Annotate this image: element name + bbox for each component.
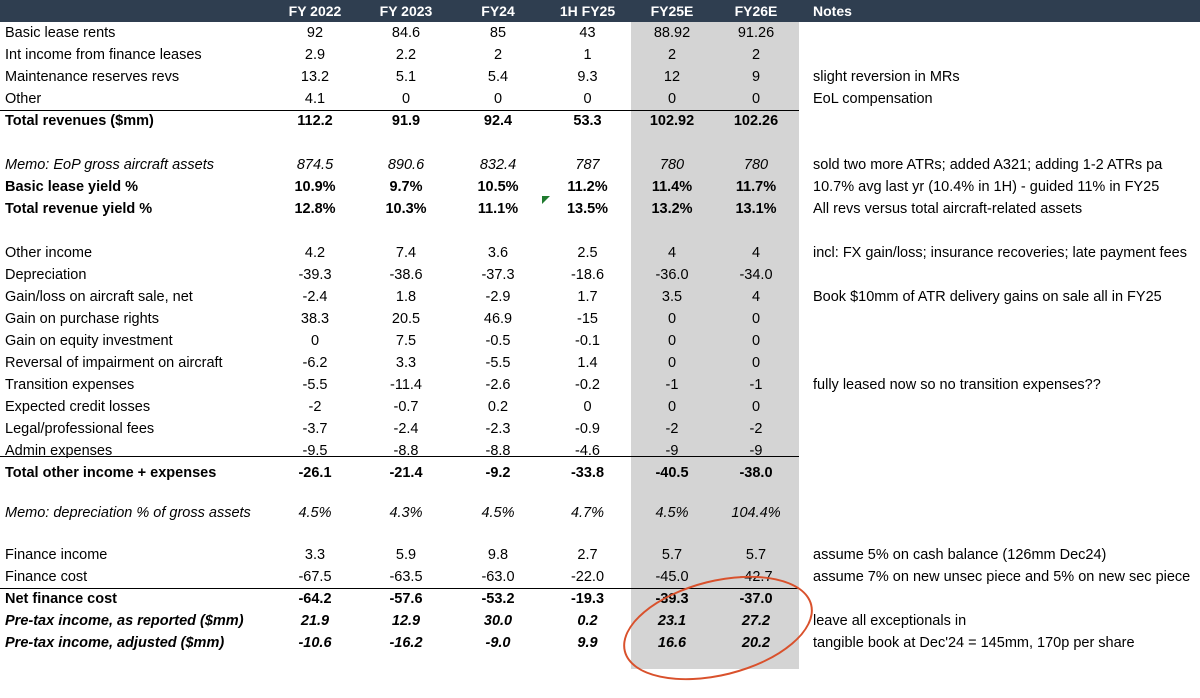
cell-fy25e[interactable]: 3.5 [661,289,683,305]
cell-fy2023[interactable]: 12.9 [391,613,421,629]
row-note[interactable]: 10.7% avg last yr (10.4% in 1H) - guided 11% in FY25 [813,179,1160,195]
cell-1h-fy25[interactable]: -18.6 [570,267,605,283]
header-notes[interactable]: Notes [813,3,852,19]
cell-fy2022[interactable]: -2 [308,399,322,415]
table-row [0,462,1200,484]
cell-fy24[interactable]: 2 [493,47,503,63]
table-row [0,22,1200,44]
cell-fy25e[interactable]: -1 [665,377,679,393]
cell-fy25e[interactable]: 88.92 [653,25,691,41]
table-row [0,610,1200,632]
cell-fy2023[interactable]: 0 [401,91,411,107]
row-note[interactable] [813,44,1198,66]
table-row [0,308,1200,330]
cell-fy25e[interactable]: 0 [667,333,677,349]
cell-fy26e[interactable]: 20.2 [741,635,771,651]
row-note[interactable]: fully leased now so no transition expenses?? [813,377,1101,393]
row-note[interactable] [813,110,1198,132]
cell-fy2022[interactable]: 4.5% [298,505,332,521]
row-note[interactable] [813,352,1198,374]
cell-fy26e[interactable]: 27.2 [741,613,771,629]
row-note[interactable]: sold two more ATRs; added A321; adding 1-2 ATRs pa [813,157,1163,173]
cell-fy2023[interactable]: 2.2 [395,47,417,63]
header-fy2023[interactable]: FY 2023 [379,3,433,19]
cell-fy24[interactable]: 3.6 [487,245,509,261]
cell-1h-fy25[interactable]: 13.5% [566,201,609,217]
cell-1h-fy25[interactable]: 2.5 [577,245,598,261]
cell-fy25e[interactable]: 102.92 [649,113,695,129]
table-row [0,66,1200,88]
cell-fy25e[interactable]: -2 [665,421,679,437]
cell-fy24[interactable]: 4.5% [481,505,515,521]
cell-fy2022[interactable]: 3.3 [304,547,326,563]
cell-1h-fy25[interactable]: -4.6 [575,443,600,459]
cell-fy2022[interactable]: 4.1 [304,91,326,107]
cell-fy2023[interactable]: -38.6 [389,267,423,283]
cell-1h-fy25[interactable]: 11.2% [567,179,608,195]
cell-fy25e[interactable]: -40.5 [655,465,689,481]
row-label[interactable]: Depreciation [5,267,87,283]
cell-fy25e[interactable]: 780 [659,157,685,173]
cell-fy26e[interactable]: 13.1% [735,201,777,217]
cell-fy2023[interactable]: 7.4 [395,245,417,261]
cell-fy2022[interactable]: 12.8% [294,201,336,217]
cell-fy25e[interactable]: 13.2% [651,201,693,217]
table-row [0,588,1200,610]
row-note[interactable] [813,462,1198,484]
cell-fy2023[interactable]: -57.6 [389,591,423,607]
cell-fy2023[interactable]: 5.1 [395,69,417,85]
cell-fy25e[interactable]: 4.5% [655,505,689,521]
row-label[interactable]: Int income from finance leases [5,47,202,63]
cell-fy2022[interactable]: -5.5 [302,377,328,393]
cell-fy24[interactable]: 46.9 [483,311,513,327]
cell-fy25e[interactable]: 23.1 [657,613,687,629]
cell-fy26e[interactable]: 0 [751,355,761,371]
cell-fy26e[interactable]: 9 [751,69,761,85]
cell-fy25e[interactable]: -36.0 [655,267,689,283]
cell-fy25e[interactable]: 5.7 [661,547,683,563]
cell-fy24[interactable]: 9.8 [487,547,509,563]
cell-fy2023[interactable]: 3.3 [395,355,417,371]
cell-fy2023[interactable]: -8.8 [393,443,419,459]
cell-1h-fy25[interactable]: -22.0 [570,569,605,585]
cell-fy26e[interactable]: 2 [751,47,761,63]
cell-fy24[interactable]: -2.6 [485,377,511,393]
cell-fy2022[interactable]: 13.2 [300,69,330,85]
row-label[interactable]: Finance cost [5,569,88,585]
cell-fy2023[interactable]: -63.5 [389,569,423,585]
table-row [0,352,1200,374]
table-row [0,418,1200,440]
cell-fy25e[interactable]: 0 [667,399,677,415]
cell-1h-fy25[interactable]: -33.8 [570,465,605,481]
header-fy24[interactable]: FY24 [481,3,515,19]
cell-fy26e[interactable]: 11.7% [735,179,777,195]
row-label[interactable]: Admin expenses [5,443,113,459]
cell-fy2022[interactable]: -10.6 [298,635,332,651]
cell-1h-fy25[interactable]: -0.1 [575,333,600,349]
row-label[interactable]: Memo: depreciation % of gross assets [5,505,251,521]
cell-fy25e[interactable]: 11.4% [651,179,693,195]
row-note[interactable] [813,418,1198,440]
row-note[interactable] [813,440,1198,462]
row-note[interactable]: EoL compensation [813,91,933,107]
row-label[interactable]: Gain on purchase rights [5,311,159,327]
row-note[interactable]: tangible book at Dec'24 = 145mm, 170p per share [813,635,1135,651]
cell-1h-fy25[interactable]: -15 [577,311,598,327]
cell-fy26e[interactable]: 91.26 [737,25,775,41]
row-label[interactable]: Net finance cost [5,591,117,607]
cell-fy24[interactable]: -37.3 [481,267,515,283]
cell-1h-fy25[interactable]: -0.9 [575,421,600,437]
cell-1h-fy25[interactable]: 0 [583,399,592,415]
cell-fy2023[interactable]: 10.3% [385,201,427,217]
cell-1h-fy25[interactable]: 53.3 [573,113,602,129]
net-finance-rule [0,588,799,589]
table-row [0,286,1200,308]
cell-fy2022[interactable]: -39.3 [298,267,332,283]
cell-fy26e[interactable]: 102.26 [733,113,779,129]
table-row [0,110,1200,132]
cell-1h-fy25[interactable]: 4.7% [570,505,605,521]
table-row [0,154,1200,176]
row-label[interactable]: Finance income [5,547,108,563]
cell-1h-fy25[interactable]: 1.4 [577,355,598,371]
cell-1h-fy25[interactable]: 0 [583,91,592,107]
header-row [0,0,1200,22]
table-row [0,374,1200,396]
row-label[interactable]: Total revenues ($mm) [5,113,154,129]
comment-flag-icon[interactable] [542,196,550,204]
cell-fy2022[interactable]: 21.9 [300,613,330,629]
row-label[interactable]: Total revenue yield % [5,201,153,217]
table-row [0,264,1200,286]
row-note[interactable] [813,22,1198,44]
cell-fy25e[interactable]: 4 [667,245,677,261]
cell-fy2022[interactable]: 874.5 [296,157,334,173]
cell-1h-fy25[interactable]: 2.7 [577,547,598,563]
row-label[interactable]: Gain/loss on aircraft sale, net [5,289,193,305]
row-note[interactable] [813,264,1198,286]
cell-fy2022[interactable]: -26.1 [298,465,332,481]
row-note[interactable]: assume 5% on cash balance (126mm Dec24) [813,547,1107,563]
cell-fy2023[interactable]: -11.4 [390,377,422,393]
row-label[interactable]: Other income [5,245,93,261]
row-label[interactable]: Expected credit losses [5,399,151,415]
cell-fy24[interactable]: 10.5% [477,179,519,195]
cell-fy24[interactable]: -5.5 [485,355,511,371]
cell-fy2022[interactable]: 10.9% [294,179,336,195]
table-row [0,632,1200,654]
row-label[interactable]: Memo: EoP gross aircraft assets [5,157,214,173]
cell-fy2023[interactable]: 890.6 [387,157,425,173]
cell-fy26e[interactable]: 104.4% [731,505,781,521]
cell-fy2022[interactable]: 92 [306,25,324,41]
cell-fy24[interactable]: 30.0 [483,613,513,629]
row-note[interactable]: leave all exceptionals in [813,613,967,629]
row-label[interactable]: Legal/professional fees [5,421,155,437]
row-note[interactable]: slight reversion in MRs [813,69,960,85]
cell-fy2023[interactable]: -2.4 [393,421,419,437]
row-label[interactable]: Transition expenses [5,377,135,393]
cell-fy26e[interactable]: -2 [749,421,763,437]
row-label[interactable]: Reversal of impairment on aircraft [5,355,223,371]
cell-fy2022[interactable]: -6.2 [302,355,328,371]
table-row [0,88,1200,110]
row-label[interactable]: Gain on equity investment [5,333,173,349]
cell-fy2022[interactable]: 2.9 [304,47,326,63]
table-row [0,396,1200,418]
total-revenues-rule [0,110,799,111]
cell-1h-fy25[interactable]: 0.2 [577,613,598,629]
cell-fy24[interactable]: -9.0 [485,635,511,651]
cell-fy2022[interactable]: -67.5 [298,569,332,585]
row-label[interactable]: Pre-tax income, adjusted ($mm) [5,635,225,651]
cell-fy2023[interactable]: 5.9 [395,547,417,563]
cell-1h-fy25[interactable]: 1.7 [577,289,598,305]
cell-fy26e[interactable]: -34.0 [739,267,773,283]
cell-fy24[interactable]: 92.4 [483,113,513,129]
cell-fy26e[interactable]: 780 [743,157,769,173]
row-label[interactable]: Total other income + expenses [5,465,217,481]
cell-fy25e[interactable]: -9 [665,443,679,459]
cell-fy24[interactable]: -53.2 [481,591,515,607]
row-label[interactable]: Maintenance reserves revs [5,69,180,85]
table-row [0,440,1200,462]
cell-fy24[interactable]: 0.2 [487,399,509,415]
table-row [0,566,1200,588]
cell-fy2023[interactable]: 1.8 [395,289,417,305]
row-note[interactable] [813,588,1198,610]
row-label[interactable]: Pre-tax income, as reported ($mm) [5,613,244,629]
cell-fy25e[interactable]: -39.3 [655,591,689,607]
row-note[interactable]: assume 7% on new unsec piece and 5% on new sec piece [813,569,1191,585]
cell-fy25e[interactable]: 16.6 [657,635,687,651]
cell-fy26e[interactable]: -38.0 [739,465,773,481]
table-row [0,330,1200,352]
cell-fy25e[interactable]: 12 [663,69,681,85]
cell-fy2022[interactable]: -2.4 [302,289,328,305]
cell-fy2022[interactable]: 38.3 [300,311,330,327]
total-other-rule [0,456,799,457]
row-note[interactable]: Book $10mm of ATR delivery gains on sale all in FY25 [813,289,1162,305]
cell-fy2023[interactable]: 7.5 [395,333,417,349]
cell-fy25e[interactable]: 0 [667,91,677,107]
cell-fy2022[interactable]: -64.2 [298,591,332,607]
cell-fy2023[interactable]: 91.9 [391,113,421,129]
cell-fy25e[interactable]: 2 [667,47,677,63]
cell-fy2023[interactable]: -21.4 [389,465,423,481]
cell-fy26e[interactable]: 0 [751,399,761,415]
table-row [0,176,1200,198]
row-label[interactable]: Basic lease yield % [5,179,138,195]
cell-fy26e[interactable]: 0 [751,311,761,327]
header-fy2022[interactable]: FY 2022 [288,3,342,19]
cell-fy24[interactable]: 5.4 [487,69,509,85]
cell-1h-fy25[interactable]: -19.3 [570,591,605,607]
cell-fy25e[interactable]: -45.0 [655,569,689,585]
cell-fy25e[interactable]: 0 [667,355,677,371]
cell-fy24[interactable]: 0 [493,91,503,107]
header-1h-fy25[interactable]: 1H FY25 [559,3,616,19]
table-row [0,198,1200,220]
cell-fy26e[interactable]: -42.7 [739,569,773,585]
row-note[interactable] [813,308,1198,330]
header-fy26e[interactable]: FY26E [734,3,778,19]
cell-fy26e[interactable]: -9 [749,443,763,459]
cell-fy26e[interactable]: 0 [751,333,761,349]
cell-fy24[interactable]: 11.1% [477,201,519,217]
cell-fy2022[interactable]: 4.2 [304,245,326,261]
cell-fy26e[interactable]: 0 [751,91,761,107]
header-fy25e[interactable]: FY25E [650,3,694,19]
cell-fy2023[interactable]: 20.5 [391,311,421,327]
cell-fy24[interactable]: -0.5 [485,333,511,349]
row-note[interactable] [813,396,1198,418]
row-note[interactable]: All revs versus total aircraft-related assets [813,201,1083,217]
table-row [0,44,1200,66]
cell-fy26e[interactable]: 5.7 [745,547,767,563]
cell-1h-fy25[interactable]: 9.3 [577,69,598,85]
cell-1h-fy25[interactable]: 43 [579,25,596,41]
cell-fy24[interactable]: 85 [489,25,507,41]
cell-fy2023[interactable]: -0.7 [393,399,419,415]
cell-fy24[interactable]: -8.8 [485,443,511,459]
cell-1h-fy25[interactable]: 787 [575,157,600,173]
cell-fy2022[interactable]: 0 [310,333,320,349]
cell-fy26e[interactable]: -37.0 [739,591,773,607]
cell-fy24[interactable]: -2.9 [485,289,511,305]
table-row [0,544,1200,566]
cell-1h-fy25[interactable]: -0.2 [575,377,600,393]
cell-1h-fy25[interactable]: 9.9 [577,635,598,651]
cell-fy26e[interactable]: -1 [749,377,763,393]
cell-fy26e[interactable]: 4 [751,289,761,305]
table-row [0,242,1200,264]
row-note[interactable]: incl: FX gain/loss; insurance recoveries; late payment fees [813,245,1187,261]
cell-fy2023[interactable]: -16.2 [389,635,423,651]
cell-fy2022[interactable]: 112.2 [297,113,333,129]
cell-fy2022[interactable]: -9.5 [302,443,328,459]
cell-fy24[interactable]: 832.4 [479,157,517,173]
row-note[interactable] [813,330,1198,352]
cell-fy2023[interactable]: 84.6 [391,25,421,41]
cell-fy24[interactable]: -9.2 [485,465,511,481]
row-note[interactable] [813,502,1198,524]
cell-fy24[interactable]: -63.0 [481,569,515,585]
row-label[interactable]: Other [5,91,42,107]
cell-fy2023[interactable]: 9.7% [389,179,423,195]
cell-fy26e[interactable]: 4 [751,245,761,261]
cell-fy2022[interactable]: -3.7 [302,421,328,437]
table-row [0,502,1200,524]
cell-fy25e[interactable]: 0 [667,311,677,327]
row-label[interactable]: Basic lease rents [5,25,116,41]
cell-fy24[interactable]: -2.3 [485,421,511,437]
cell-fy2023[interactable]: 4.3% [389,505,423,521]
cell-1h-fy25[interactable]: 1 [583,47,592,63]
